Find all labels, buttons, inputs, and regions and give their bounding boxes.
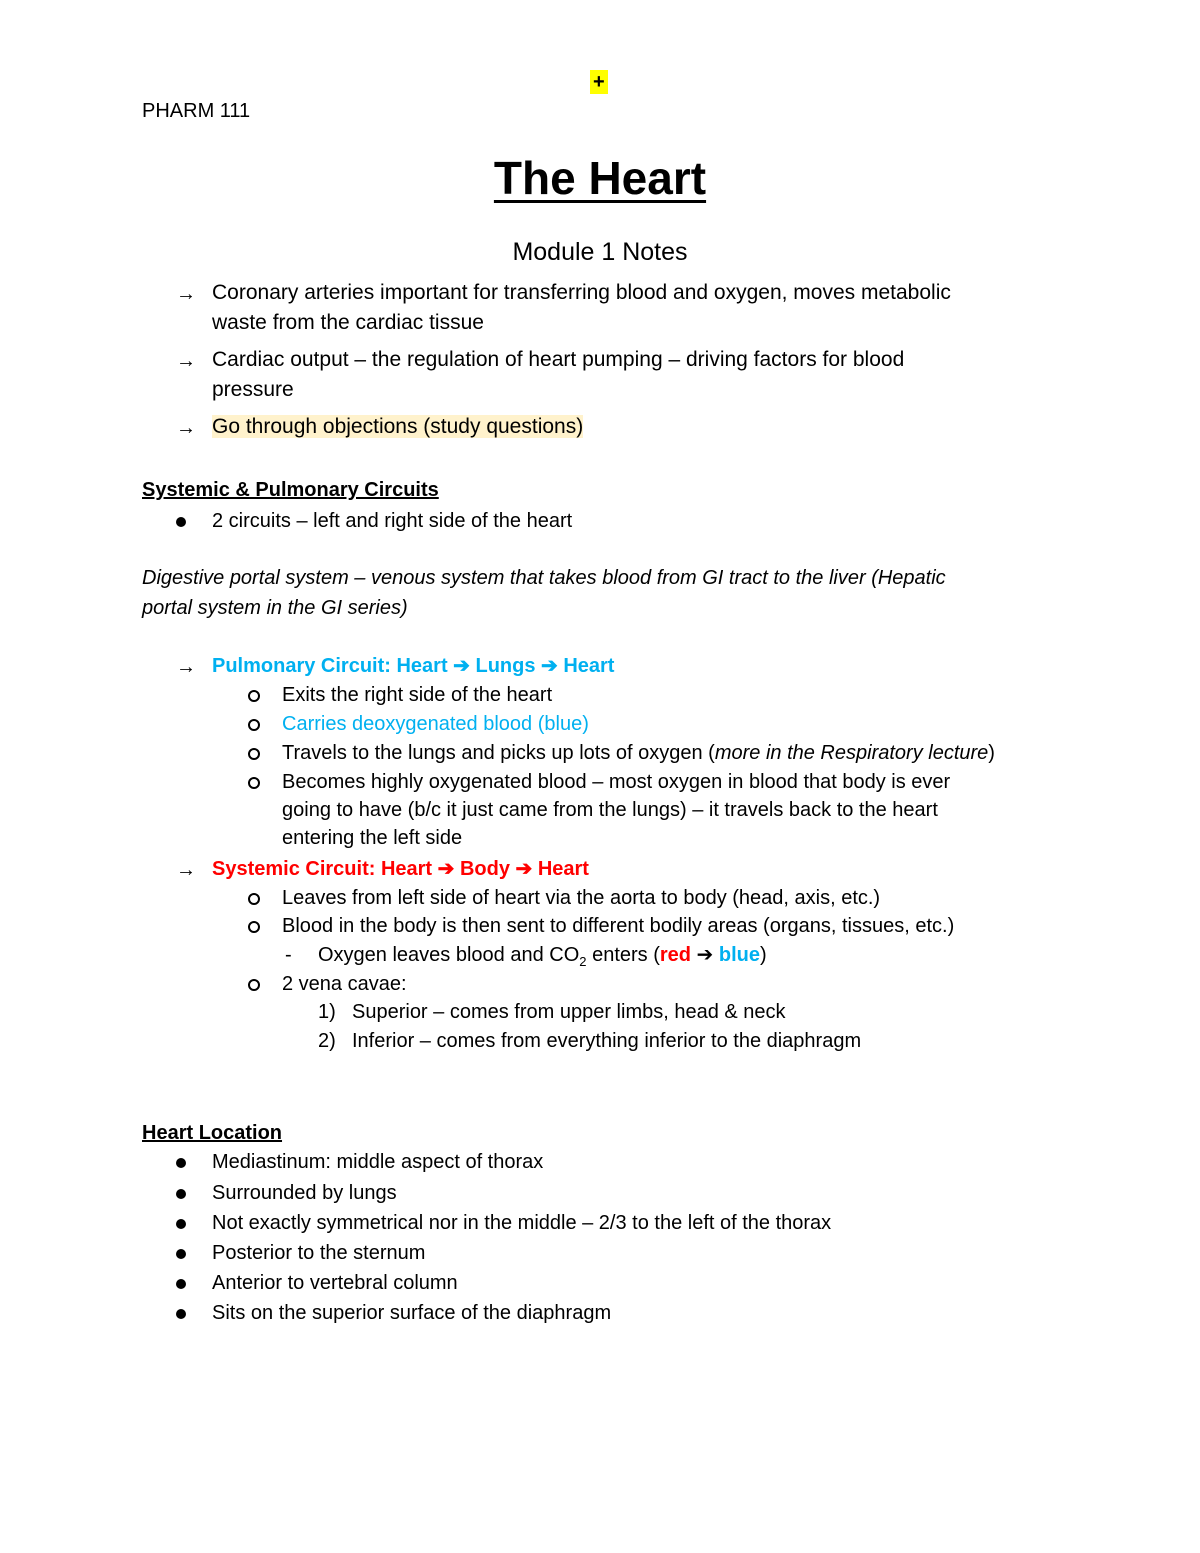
section-heading-location: Heart Location <box>142 1122 283 1144</box>
course-code: PHARM 111 <box>142 100 251 122</box>
bullet-icon <box>176 1279 186 1289</box>
bullet-icon <box>176 1158 186 1168</box>
circle-bullet-icon <box>248 719 260 731</box>
pulmonary-circuit-heading: Pulmonary Circuit: Heart ➔ Lungs ➔ Heart <box>212 655 615 677</box>
sub-item-a: Oxygen leaves blood and CO <box>318 944 580 966</box>
bullet-icon <box>176 1219 186 1229</box>
section-heading-circuits: Systemic & Pulmonary Circuits <box>142 479 439 501</box>
systemic-item-2: Blood in the body is then sent to different bodily areas (organs, tissues, etc.) <box>282 915 955 937</box>
arrow-icon: → <box>176 350 196 372</box>
intro-item-1-line-2: waste from the cardiac tissue <box>212 311 484 334</box>
pulmonary-item-3-a: Travels to the lungs and picks up lots of oxygen ( <box>282 742 715 764</box>
arrow-icon: → <box>176 283 196 305</box>
bullet-icon <box>176 1189 186 1199</box>
pulmonary-item-1: Exits the right side of the heart <box>282 684 553 706</box>
sub-item-c: ) <box>760 944 767 966</box>
location-item: Surrounded by lungs <box>212 1182 397 1204</box>
intro-item-1-line-1: Coronary arteries important for transferring blood and oxygen, moves metabolic <box>212 281 951 304</box>
systemic-circuit-heading: Systemic Circuit: Heart ➔ Body ➔ Heart <box>212 858 589 880</box>
circle-bullet-icon <box>248 921 260 933</box>
bullet-icon <box>176 517 186 527</box>
page-title <box>0 148 1200 208</box>
location-item: Mediastinum: middle aspect of thorax <box>212 1151 544 1173</box>
location-item: Anterior to vertebral column <box>212 1272 458 1294</box>
circle-bullet-icon <box>248 748 260 760</box>
location-item: Posterior to the sternum <box>212 1242 426 1264</box>
systemic-item-3: 2 vena cavae: <box>282 973 407 995</box>
systemic-item-1: Leaves from left side of heart via the aorta to body (head, axis, etc.) <box>282 887 881 909</box>
numbered-marker-2: 2) <box>318 1030 336 1052</box>
highlighted-plus-marker: + <box>590 70 608 94</box>
pulmonary-item-4-line-1: Becomes highly oxygenated blood – most oxygen in blood that body is ever <box>282 771 951 793</box>
arrow-icon: → <box>176 417 196 439</box>
sub-item-blue: blue <box>718 944 760 966</box>
portal-system-line-1: Digestive portal system – venous system that takes blood from GI tract to the liver (Hepatic <box>142 567 946 589</box>
dash-bullet: - <box>285 944 292 966</box>
pulmonary-item-4-line-2: going to have (b/c it just came from the lungs) – it travels back to the heart <box>282 799 938 821</box>
intro-item-3-highlighted <box>212 412 583 442</box>
bullet-icon <box>176 1249 186 1259</box>
page-subtitle: Module 1 Notes <box>512 238 688 266</box>
pulmonary-item-3-italic: more in the Respiratory lecture <box>714 742 989 764</box>
sub-item-red: red <box>659 944 691 966</box>
intro-item-2-line-1: Cardiac output – the regulation of heart pumping – driving factors for blood <box>212 348 905 371</box>
pulmonary-item-4-line-3: entering the left side <box>282 827 463 849</box>
location-item: Not exactly symmetrical nor in the middle – 2/3 to the left of the thorax <box>212 1212 832 1234</box>
arrow-icon: → <box>176 859 196 881</box>
numbered-marker-1: 1) <box>318 1001 336 1023</box>
vena-cava-superior: Superior – comes from upper limbs, head & neck <box>352 1001 786 1023</box>
bullet-icon <box>176 1309 186 1319</box>
highlight-text: Go through objections (study questions) <box>212 415 584 438</box>
pulmonary-item-3 <box>282 739 995 767</box>
intro-item-2-line-2: pressure <box>212 378 294 401</box>
vena-cava-inferior: Inferior – comes from everything inferior to the diaphragm <box>352 1030 862 1052</box>
pulmonary-item-3-c: ) <box>988 742 995 764</box>
co2-subscript: 2 <box>579 954 587 969</box>
arrow-icon: → <box>176 656 196 678</box>
sub-item-arrow: ➔ <box>691 944 719 966</box>
page-title-text: The Heart <box>493 152 707 204</box>
pulmonary-item-2: Carries deoxygenated blood (blue) <box>282 713 589 735</box>
circle-bullet-icon <box>248 690 260 702</box>
location-item: Sits on the superior surface of the diaphragm <box>212 1302 612 1324</box>
portal-system-line-2: portal system in the GI series) <box>142 597 408 619</box>
circle-bullet-icon <box>248 777 260 789</box>
sub-item-b: enters ( <box>586 944 660 966</box>
circle-bullet-icon <box>248 979 260 991</box>
circuits-bullet: 2 circuits – left and right side of the heart <box>212 510 573 532</box>
circle-bullet-icon <box>248 893 260 905</box>
